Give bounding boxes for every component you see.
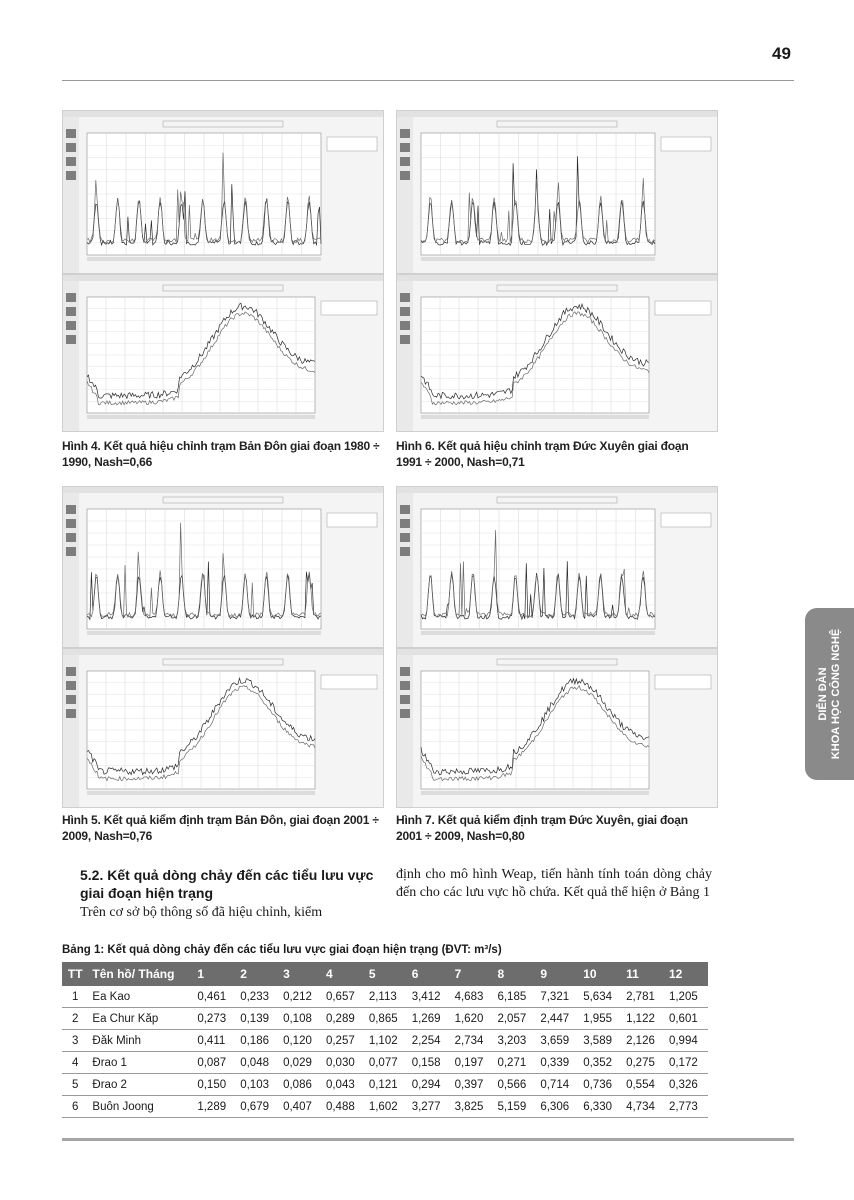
table-cell: 0,043 xyxy=(322,1074,365,1096)
table-cell: 3 xyxy=(62,1030,88,1052)
section-side-tab xyxy=(805,608,854,780)
table-header-cell: 12 xyxy=(665,962,708,986)
table-cell: Buôn Joong xyxy=(88,1096,193,1118)
table-cell: 7,321 xyxy=(536,986,579,1008)
table-cell: 3,412 xyxy=(408,986,451,1008)
table-row xyxy=(62,1096,708,1118)
table-cell: 4 xyxy=(62,1052,88,1074)
table-cell: 2,781 xyxy=(622,986,665,1008)
table-cell: Ea Chur Kăp xyxy=(88,1008,193,1030)
table-cell: 2,126 xyxy=(622,1030,665,1052)
table-cell: 3,277 xyxy=(408,1096,451,1118)
page-number: 49 xyxy=(772,44,791,63)
table-cell: 2,113 xyxy=(365,986,408,1008)
table-cell: 0,158 xyxy=(408,1052,451,1074)
table-row xyxy=(62,1074,708,1096)
table-cell: 0,461 xyxy=(193,986,236,1008)
table-cell: 0,326 xyxy=(665,1074,708,1096)
table-cell: Đăk Minh xyxy=(88,1030,193,1052)
table-cell: 0,257 xyxy=(322,1030,365,1052)
table-cell: 0,865 xyxy=(365,1008,408,1030)
table-title: Bảng 1: Kết quả dòng chảy đến các tiểu lưu vực giai đoạn hiện trạng (ĐVT: m³/s) xyxy=(62,944,502,956)
table-cell: 1,620 xyxy=(451,1008,494,1030)
table-row xyxy=(62,1030,708,1052)
table-cell: 0,407 xyxy=(279,1096,322,1118)
table-cell: 0,554 xyxy=(622,1074,665,1096)
table-header-cell: 8 xyxy=(493,962,536,986)
table-cell: 3,203 xyxy=(493,1030,536,1052)
table-cell: 0,289 xyxy=(322,1008,365,1030)
table-cell: 0,994 xyxy=(665,1030,708,1052)
table-body xyxy=(62,986,708,1118)
table-cell: 0,339 xyxy=(536,1052,579,1074)
table-header-cell: 3 xyxy=(279,962,322,986)
figure-4-hydrograph-daily xyxy=(62,110,384,274)
table-cell: 0,271 xyxy=(493,1052,536,1074)
table-cell: 2,773 xyxy=(665,1096,708,1118)
table-cell: 2,447 xyxy=(536,1008,579,1030)
table-cell: 1 xyxy=(62,986,88,1008)
table-cell: 3,589 xyxy=(579,1030,622,1052)
table-cell: 0,120 xyxy=(279,1030,322,1052)
table-cell: 5 xyxy=(62,1074,88,1096)
table-cell: 0,030 xyxy=(322,1052,365,1074)
table-cell: 3,825 xyxy=(451,1096,494,1118)
table-cell: 2,254 xyxy=(408,1030,451,1052)
table-cell: 0,397 xyxy=(451,1074,494,1096)
table-header-cell: 7 xyxy=(451,962,494,986)
table-cell: 5,634 xyxy=(579,986,622,1008)
figure-6-hydrograph-daily xyxy=(396,110,718,274)
table-row xyxy=(62,1008,708,1030)
table-cell: 0,077 xyxy=(365,1052,408,1074)
side-tab-line1: DIỄN ĐÀN xyxy=(816,667,829,721)
figure-4-caption: Hình 4. Kết quả hiệu chỉnh trạm Bản Đôn giai đoạn 1980 ÷ 1990, Nash=0,66 xyxy=(62,439,380,469)
footer-rule xyxy=(62,1138,794,1141)
table-header-cell: 4 xyxy=(322,962,365,986)
table-cell: 0,275 xyxy=(622,1052,665,1074)
table-cell: 6,185 xyxy=(493,986,536,1008)
table-cell: 0,048 xyxy=(236,1052,279,1074)
table-cell: 1,122 xyxy=(622,1008,665,1030)
table-cell: 0,714 xyxy=(536,1074,579,1096)
table-cell: 0,086 xyxy=(279,1074,322,1096)
table-header-cell: 1 xyxy=(193,962,236,986)
table-cell: 0,197 xyxy=(451,1052,494,1074)
table-cell: 1,269 xyxy=(408,1008,451,1030)
table-cell: 0,273 xyxy=(193,1008,236,1030)
table-cell: 0,736 xyxy=(579,1074,622,1096)
figure-7-hydrograph-duration xyxy=(396,648,718,808)
figure-6-caption: Hình 6. Kết quả hiệu chỉnh trạm Đức Xuyên giai đoạn 1991 ÷ 2000, Nash=0,71 xyxy=(396,439,689,469)
section-paragraph-left: Trên cơ sở bộ thông số đã hiệu chỉnh, kiểm xyxy=(80,905,323,920)
table-cell: 0,172 xyxy=(665,1052,708,1074)
table-cell: 0,294 xyxy=(408,1074,451,1096)
table-cell: 1,102 xyxy=(365,1030,408,1052)
table-cell: 1,205 xyxy=(665,986,708,1008)
table-cell: 0,029 xyxy=(279,1052,322,1074)
table-header-cell: Tên hồ/ Tháng xyxy=(88,962,193,986)
side-tab-line2: KHOA HỌC CÔNG NGHỆ xyxy=(829,628,842,760)
table-cell: 3,659 xyxy=(536,1030,579,1052)
table-header-row xyxy=(62,962,708,986)
table-cell: 0,186 xyxy=(236,1030,279,1052)
figure-5-hydrograph-duration xyxy=(62,648,384,808)
side-tab-text xyxy=(817,629,843,759)
table-header-cell: 10 xyxy=(579,962,622,986)
table-cell: 0,087 xyxy=(193,1052,236,1074)
flow-results-table xyxy=(62,962,708,1118)
table-header-cell: 9 xyxy=(536,962,579,986)
table-cell: 0,103 xyxy=(236,1074,279,1096)
table-cell: 0,566 xyxy=(493,1074,536,1096)
figure-7-hydrograph-daily xyxy=(396,486,718,648)
header-rule xyxy=(62,80,794,81)
table-cell: 4,683 xyxy=(451,986,494,1008)
table-cell: 6 xyxy=(62,1096,88,1118)
table-cell: 0,679 xyxy=(236,1096,279,1118)
table-header-cell: 11 xyxy=(622,962,665,986)
figure-6-hydrograph-duration xyxy=(396,274,718,432)
table-cell: 0,139 xyxy=(236,1008,279,1030)
table-cell: 6,330 xyxy=(579,1096,622,1118)
section-paragraph-right: định cho mô hình Weap, tiến hành tính toán dòng chảy đến cho các lưu vực hồ chứa. Kết quả thể hiện ở Bảng 1 xyxy=(396,867,712,900)
table-cell: 0,233 xyxy=(236,986,279,1008)
table-cell: 0,488 xyxy=(322,1096,365,1118)
table-cell: 0,150 xyxy=(193,1074,236,1096)
table-cell: 4,734 xyxy=(622,1096,665,1118)
table-cell: 0,352 xyxy=(579,1052,622,1074)
table-cell: 2,057 xyxy=(493,1008,536,1030)
table-cell: 1,955 xyxy=(579,1008,622,1030)
figure-5-hydrograph-daily xyxy=(62,486,384,648)
table-row xyxy=(62,986,708,1008)
table-cell: Đrao 2 xyxy=(88,1074,193,1096)
table-cell: 2,734 xyxy=(451,1030,494,1052)
table-header-cell: TT xyxy=(62,962,88,986)
table-cell: 2 xyxy=(62,1008,88,1030)
section-title: 5.2. Kết quả dòng chảy đến các tiểu lưu vực giai đoạn hiện trạng xyxy=(80,867,374,901)
table-cell: 0,601 xyxy=(665,1008,708,1030)
table-cell: 6,306 xyxy=(536,1096,579,1118)
table-cell: Đrao 1 xyxy=(88,1052,193,1074)
table-header-cell: 6 xyxy=(408,962,451,986)
figure-7-caption: Hình 7. Kết quả kiểm định trạm Đức Xuyên, giai đoạn 2001 ÷ 2009, Nash=0,80 xyxy=(396,813,688,843)
table-row xyxy=(62,1052,708,1074)
table-cell: Ea Kao xyxy=(88,986,193,1008)
table-cell: 0,121 xyxy=(365,1074,408,1096)
table-cell: 0,108 xyxy=(279,1008,322,1030)
table-cell: 1,289 xyxy=(193,1096,236,1118)
table-cell: 0,657 xyxy=(322,986,365,1008)
table-header-cell: 2 xyxy=(236,962,279,986)
table-cell: 5,159 xyxy=(493,1096,536,1118)
table-cell: 0,411 xyxy=(193,1030,236,1052)
table-cell: 0,212 xyxy=(279,986,322,1008)
figure-5-caption: Hình 5. Kết quả kiểm định trạm Bản Đôn, giai đoạn 2001 ÷ 2009, Nash=0,76 xyxy=(62,813,379,843)
figure-4-hydrograph-duration xyxy=(62,274,384,432)
table-header-cell: 5 xyxy=(365,962,408,986)
table-cell: 1,602 xyxy=(365,1096,408,1118)
